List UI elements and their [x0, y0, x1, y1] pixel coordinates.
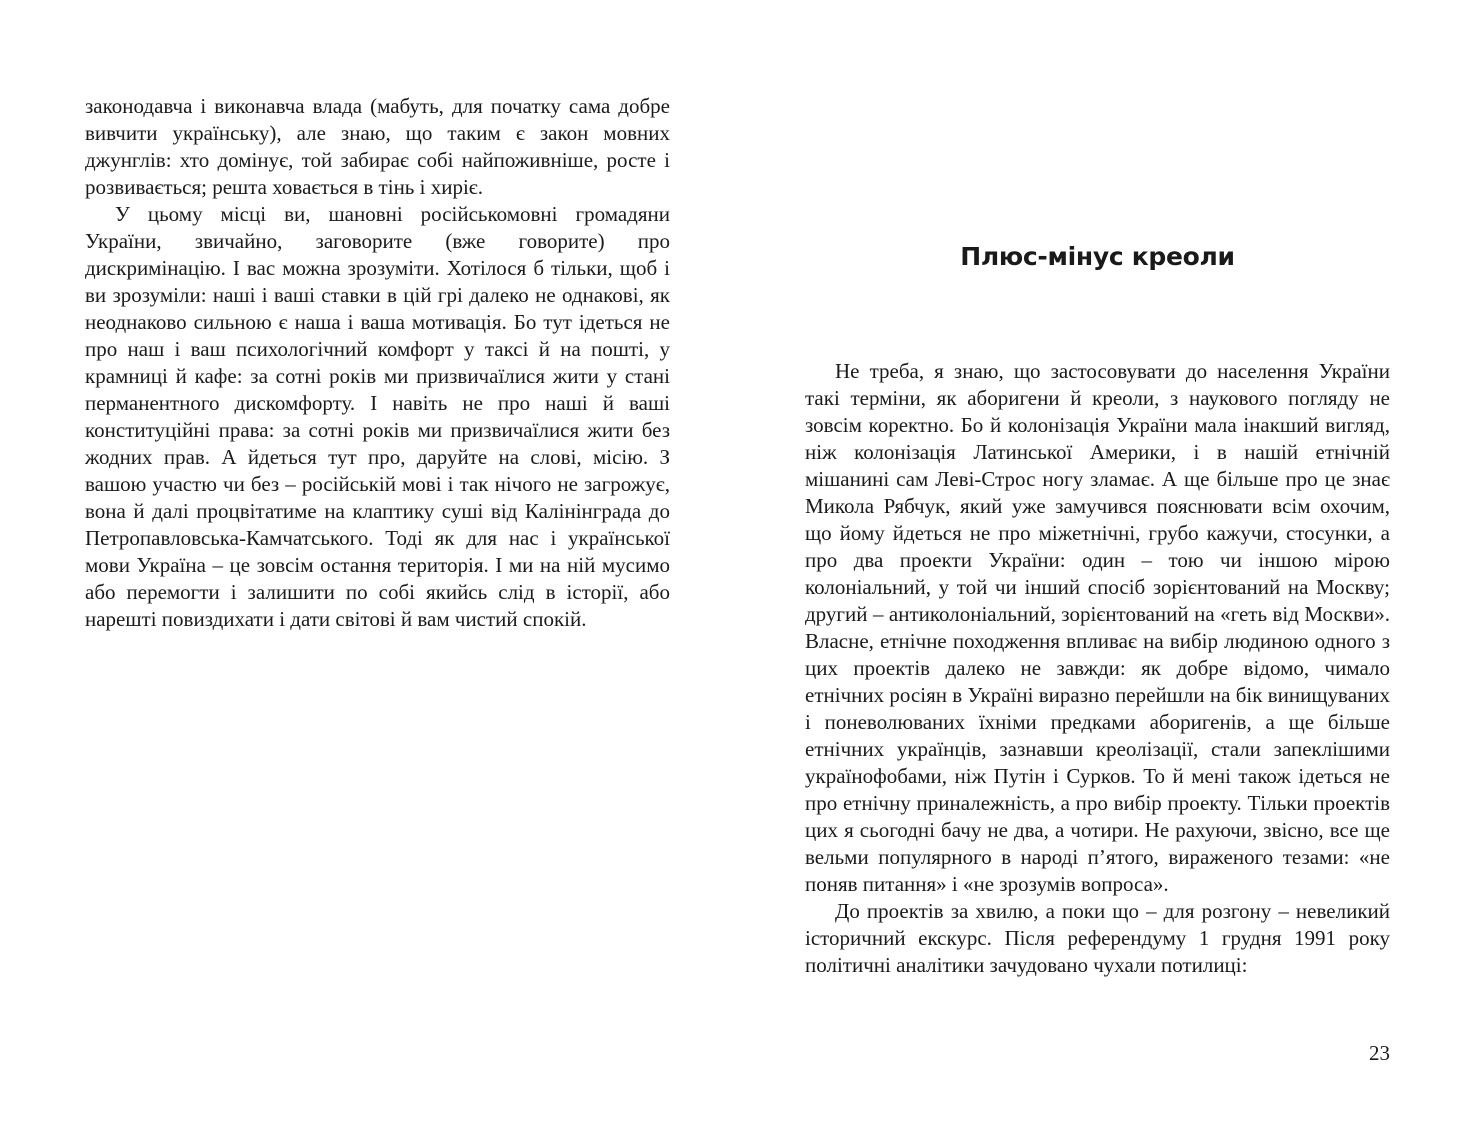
- right-page: [737, 0, 1474, 1134]
- right-text-column: [805, 358, 1390, 979]
- left-paragraph-2: У цьому місці ви, шановні російськомовні громадяни України, звичайно, заговорите (вже говорите) про дискримінацію. І вас можна зрозуміти. Хотілося б тільки, щоб і ви зрозуміли: наші і ваші ставки в цій грі далеко не однакові, як неоднаково сильною є наша і ваша мотивація. Бо тут ідеться не про наш і ваш психологічний комфорт у таксі й на пошті, у крамниці й кафе: за сотні років ми призвичаїлися жити у стані перманентного дискомфорту. І навіть не про наші й ваші конституційні права: за сотні років ми призвичаїлися жити без жодних прав. А йдеться тут про, даруйте на слові, місію. З вашою участю чи без – російській мові і так нічого не загрожує, вона й далі процвітатиме на клаптику суші від Калінінграда до Петропавловська-Камчатського. Тоді як для нас і української мови Україна – це зовсім остання територія. І ми на ній мусимо або перемогти і залишити по собі якийсь слід в історії, або нарешті повиздихати і дати світові й вам чистий спокій.: [85, 202, 670, 631]
- left-text-column: [85, 93, 670, 633]
- left-paragraph-1: законодавча і виконавча влада (мабуть, для початку сама добре вивчити українську), але знаю, що таким є закон мовних джунглів: хто домінує, той забирає собі найпоживніше, росте і розвивається; решта ховається в тінь і хиріє.: [85, 94, 670, 199]
- chapter-title: Плюс-мінус креоли: [960, 242, 1235, 271]
- right-paragraph-1: Не треба, я знаю, що застосовувати до населення України такі терміни, як аборигени й креоли, з наукового погляду не зовсім коректно. Бо й колонізація України мала інакший вигляд, ніж колонізація Латинської Америки, і в нашій етнічній мішанині сам Леві-Строс ногу зламає. А ще більше про це знає Микола Рябчук, який уже замучився пояснювати всім охочим, що йому йдеться не про міжетнічні, грубо кажучи, стосунки, а про два проекти України: один – тою чи іншою мірою колоніальний, у той чи інший спосіб зорієнтований на Москву; другий – антиколоніальний, зорієнтований на «геть від Москви». Власне, етнічне походження впливає на вибір людиною одного з цих проектів далеко не завжди: як добре відомо, чимало етнічних росіян в Україні виразно перейшли на бік винищуваних і поневолюваних їхніми предками аборигенів, а ще більше етнічних українців, зазнавши креолізації, стали запеклішими українофобами, ніж Путін і Сурков. То й мені також ідеться не про етнічну приналежність, а про вибір проекту. Тільки проектів цих я сьогодні бачу не два, а чотири. Не рахуючи, звісно, все ще вельми популярного в народі п’ятого, вираженого тезами: «не поняв питання» і «не зрозумів вопроса».: [805, 359, 1390, 896]
- page-number: 23: [1369, 1041, 1390, 1065]
- right-paragraph-2: До проектів за хвилю, а поки що – для розгону – невеликий історичний екскурс. Після референдуму 1 грудня 1991 року політичні аналітики зачудовано чухали потилиці:: [805, 899, 1390, 977]
